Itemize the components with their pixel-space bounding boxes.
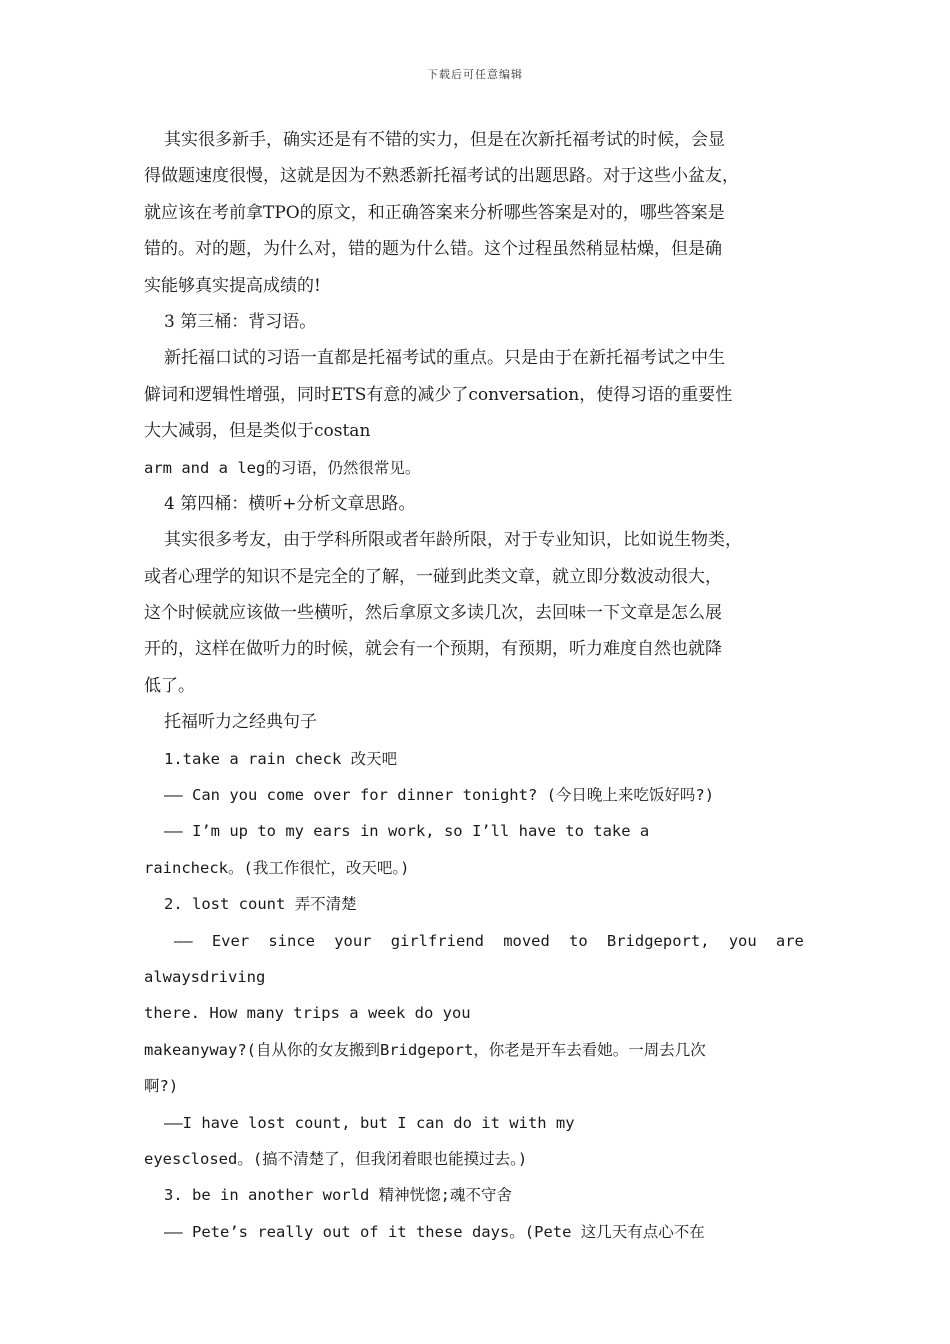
paragraph-line: 僻词和逻辑性增强，同时ETS有意的减少了conversation，使得习语的重要性 <box>144 384 733 405</box>
paragraph-line: 其实很多新手，确实还是有不错的实力，但是在次新托福考试的时候，会显 <box>164 130 725 150</box>
dialogue-line: raincheck。(我工作很忙，改天吧。) <box>144 858 410 877</box>
word: moved <box>503 931 550 950</box>
word: you <box>728 931 757 950</box>
phrase-title: 3. be in another world 精神恍惚;魂不守舍 <box>164 1186 512 1205</box>
dialogue-line: makeanyway?(自从你的女友搬到Bridgeport，你老是开车去看她。一周去几次 <box>144 1040 706 1059</box>
word: —— <box>174 931 193 950</box>
dialogue-line: 啊?) <box>144 1077 179 1096</box>
paragraph-line: 或者心理学的知识不是完全的了解，一碰到此类文章，就立即分数波动很大， <box>144 566 722 587</box>
section-heading: 3 第三桶：背习语。 <box>164 311 317 332</box>
paragraph-line: 新托福口试的习语一直都是托福考试的重点。只是由于在新托福考试之中生 <box>164 348 725 369</box>
document-body <box>144 122 820 1250</box>
section-heading: 4 第四桶：横听+分析文章思路。 <box>164 493 416 514</box>
paragraph-line: 低了。 <box>144 675 195 696</box>
paragraph-line: 得做题速度很慢，这就是因为不熟悉新托福考试的出题思路。对于这些小盆友， <box>144 166 739 187</box>
word: your <box>334 931 372 950</box>
dialogue-line: eyesclosed。(搞不清楚了，但我闭着眼也能摸过去。) <box>144 1149 528 1168</box>
phrase-title: 1.take a rain check 改天吧 <box>164 749 398 768</box>
paragraph-line: 错的。对的题，为什么对，错的题为什么错。这个过程虽然稍显枯燥，但是确 <box>144 239 722 260</box>
word: girlfriend <box>390 931 485 950</box>
paragraph-line: 实能够真实提高成绩的! <box>144 275 321 296</box>
paragraph-line: arm and a leg的习语，仍然很常见。 <box>144 458 421 477</box>
paragraph-line: 就应该在考前拿TPO的原文，和正确答案来分析哪些答案是对的，哪些答案是 <box>144 202 725 223</box>
word: Bridgeport, <box>606 931 710 950</box>
section-title: 托福听力之经典句子 <box>164 712 317 733</box>
dialogue-line: —— I’m up to my ears in work, so I’ll have to take a <box>164 822 650 841</box>
paragraph-line: 大大减弱，但是类似于costan <box>144 421 371 442</box>
dialogue-line: ——I have lost count, but I can do it with my <box>164 1113 575 1132</box>
dialogue-line: there. How many trips a week do you <box>144 1004 471 1023</box>
word: Ever <box>211 931 250 950</box>
dialogue-line: —— Can you come over for dinner tonight? (今日晚上来吃饭好吗?) <box>164 786 715 805</box>
header-note: 下载后可任意编辑 <box>427 68 523 81</box>
word: to <box>569 931 588 950</box>
dialogue-line: —— Pete’s really out of it these days。(Pete 这几天有点心不在 <box>164 1222 705 1241</box>
dialogue-line: alwaysdriving <box>144 967 266 986</box>
paragraph-line: 开的，这样在做听力的时候，就会有一个预期，有预期，听力难度自然也就降 <box>144 639 722 660</box>
word: are <box>775 931 804 950</box>
paragraph-line: 其实很多考友，由于学科所限或者年龄所限，对于专业知识，比如说生物类， <box>164 530 742 551</box>
word: since <box>268 931 316 950</box>
phrase-title: 2. lost count 弄不清楚 <box>164 895 357 914</box>
paragraph-line: 这个时候就应该做一些横听，然后拿原文多读几次，去回味一下文章是怎么展 <box>144 603 722 624</box>
dialogue-line-justified <box>144 923 804 959</box>
